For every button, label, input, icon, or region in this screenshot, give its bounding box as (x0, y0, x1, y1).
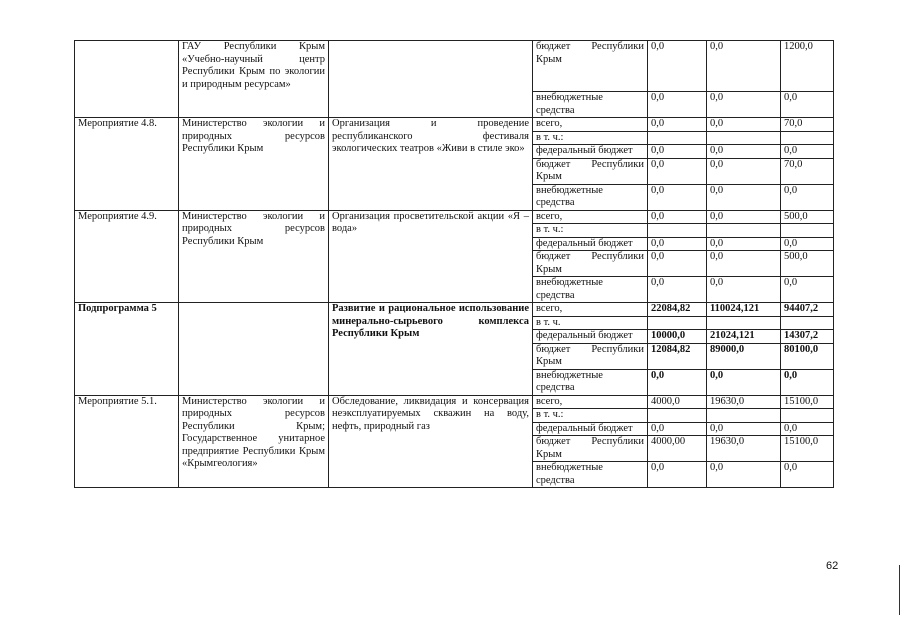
amount-cell-2: 110024,121 (707, 303, 781, 317)
amount-cell-1: 10000,0 (648, 330, 707, 344)
amount-cell-2: 0,0 (707, 145, 781, 159)
amount-cell-1: 0,0 (648, 184, 707, 210)
funding-source-cell: в т. ч. (533, 316, 648, 330)
amount-cell-3 (781, 224, 834, 238)
amount-cell-1: 0,0 (648, 251, 707, 277)
amount-cell-2: 0,0 (707, 277, 781, 303)
funding-source-cell: федеральный бюджет (533, 237, 648, 251)
funding-source-cell: внебюджетные средства (533, 92, 648, 118)
funding-source-cell: бюджет Республики Крым (533, 436, 648, 462)
amount-cell-2: 89000,0 (707, 343, 781, 369)
amount-cell-2: 21024,121 (707, 330, 781, 344)
action-cell: Развитие и рациональное использование минерально-сырьевого комплекса Республики Крым (329, 303, 533, 396)
funding-source-cell: бюджет Республики Крым (533, 41, 648, 92)
amount-cell-1: 0,0 (648, 237, 707, 251)
amount-cell-1: 0,0 (648, 277, 707, 303)
measure-cell: Мероприятие 4.9. (75, 210, 179, 303)
amount-cell-2: 0,0 (707, 369, 781, 395)
funding-source-cell: всего, (533, 118, 648, 132)
amount-cell-3: 15100,0 (781, 395, 834, 409)
amount-cell-3: 0,0 (781, 145, 834, 159)
executor-cell (179, 303, 329, 396)
funding-source-cell: бюджет Республики Крым (533, 158, 648, 184)
amount-cell-3 (781, 131, 834, 145)
amount-cell-3 (781, 316, 834, 330)
amount-cell-1: 0,0 (648, 118, 707, 132)
amount-cell-3: 0,0 (781, 237, 834, 251)
amount-cell-1: 0,0 (648, 158, 707, 184)
amount-cell-2: 0,0 (707, 184, 781, 210)
measure-cell: Подпрограмма 5 (75, 303, 179, 396)
amount-cell-1: 22084,82 (648, 303, 707, 317)
amount-cell-2: 0,0 (707, 422, 781, 436)
amount-cell-2: 0,0 (707, 210, 781, 224)
amount-cell-3: 500,0 (781, 251, 834, 277)
amount-cell-3: 1200,0 (781, 41, 834, 92)
action-cell: Обследование, ликвидация и консервация неэксплуатируемых скважин на воду, нефть, природный газ (329, 395, 533, 488)
amount-cell-1 (648, 316, 707, 330)
funding-source-cell: федеральный бюджет (533, 145, 648, 159)
funding-source-cell: в т. ч.: (533, 131, 648, 145)
amount-cell-1: 4000,00 (648, 436, 707, 462)
amount-cell-1 (648, 409, 707, 423)
measure-cell (75, 41, 179, 118)
amount-cell-3: 0,0 (781, 369, 834, 395)
amount-cell-2: 0,0 (707, 92, 781, 118)
funding-source-cell: бюджет Республики Крым (533, 251, 648, 277)
measure-cell: Мероприятие 4.8. (75, 118, 179, 211)
amount-cell-3: 0,0 (781, 422, 834, 436)
amount-cell-1 (648, 131, 707, 145)
amount-cell-2: 0,0 (707, 118, 781, 132)
amount-cell-3: 0,0 (781, 184, 834, 210)
amount-cell-1: 0,0 (648, 422, 707, 436)
amount-cell-1: 4000,0 (648, 395, 707, 409)
amount-cell-2: 19630,0 (707, 395, 781, 409)
amount-cell-3: 70,0 (781, 158, 834, 184)
amount-cell-2: 19630,0 (707, 436, 781, 462)
amount-cell-1: 0,0 (648, 41, 707, 92)
executor-cell: Министерство экологии и природных ресурсов Республики Крым (179, 210, 329, 303)
executor-cell: Министерство экологии и природных ресурсов Республики Крым (179, 118, 329, 211)
amount-cell-1: 0,0 (648, 462, 707, 488)
table-body (75, 41, 834, 488)
funding-source-cell: внебюджетные средства (533, 277, 648, 303)
table-row (75, 395, 834, 409)
amount-cell-2 (707, 409, 781, 423)
amount-cell-3: 0,0 (781, 92, 834, 118)
measure-cell: Мероприятие 5.1. (75, 395, 179, 488)
funding-source-cell: всего, (533, 395, 648, 409)
amount-cell-2 (707, 316, 781, 330)
amount-cell-3: 500,0 (781, 210, 834, 224)
funding-source-cell: федеральный бюджет (533, 330, 648, 344)
funding-source-cell: бюджет Республики Крым (533, 343, 648, 369)
table-row (75, 210, 834, 224)
funding-source-cell: всего, (533, 303, 648, 317)
amount-cell-2 (707, 224, 781, 238)
funding-source-cell: всего, (533, 210, 648, 224)
table-row (75, 118, 834, 132)
amount-cell-2: 0,0 (707, 237, 781, 251)
funding-source-cell: внебюджетные средства (533, 369, 648, 395)
amount-cell-3: 0,0 (781, 277, 834, 303)
amount-cell-3: 14307,2 (781, 330, 834, 344)
amount-cell-3: 80100,0 (781, 343, 834, 369)
page-number: 62 (826, 560, 839, 572)
financing-table (74, 40, 834, 488)
funding-source-cell: внебюджетные средства (533, 462, 648, 488)
table-row (75, 303, 834, 317)
amount-cell-2: 0,0 (707, 158, 781, 184)
amount-cell-2: 0,0 (707, 462, 781, 488)
amount-cell-1: 0,0 (648, 210, 707, 224)
amount-cell-1: 0,0 (648, 369, 707, 395)
amount-cell-3: 0,0 (781, 462, 834, 488)
amount-cell-3: 70,0 (781, 118, 834, 132)
amount-cell-2: 0,0 (707, 251, 781, 277)
action-cell (329, 41, 533, 118)
funding-source-cell: в т. ч.: (533, 409, 648, 423)
amount-cell-2: 0,0 (707, 41, 781, 92)
action-cell: Организация и проведение республиканского фестиваля экологических театров «Живи в стиле эко» (329, 118, 533, 211)
scan-edge-line (899, 565, 900, 615)
amount-cell-2 (707, 131, 781, 145)
executor-cell: ГАУ Республики Крым «Учебно-научный центр Республики Крым по экологии и природным ресурсам» (179, 41, 329, 118)
executor-cell: Министерство экологии и природных ресурсов Республики Крым; Государственное унитарное предприятие Республики Крым «Крымгеология» (179, 395, 329, 488)
amount-cell-3: 15100,0 (781, 436, 834, 462)
amount-cell-1: 12084,82 (648, 343, 707, 369)
amount-cell-1: 0,0 (648, 92, 707, 118)
funding-source-cell: внебюджетные средства (533, 184, 648, 210)
funding-source-cell: федеральный бюджет (533, 422, 648, 436)
amount-cell-3: 94407,2 (781, 303, 834, 317)
amount-cell-3 (781, 409, 834, 423)
amount-cell-1: 0,0 (648, 145, 707, 159)
table-row (75, 41, 834, 92)
amount-cell-1 (648, 224, 707, 238)
action-cell: Организация просветительской акции «Я – вода» (329, 210, 533, 303)
funding-source-cell: в т. ч.: (533, 224, 648, 238)
